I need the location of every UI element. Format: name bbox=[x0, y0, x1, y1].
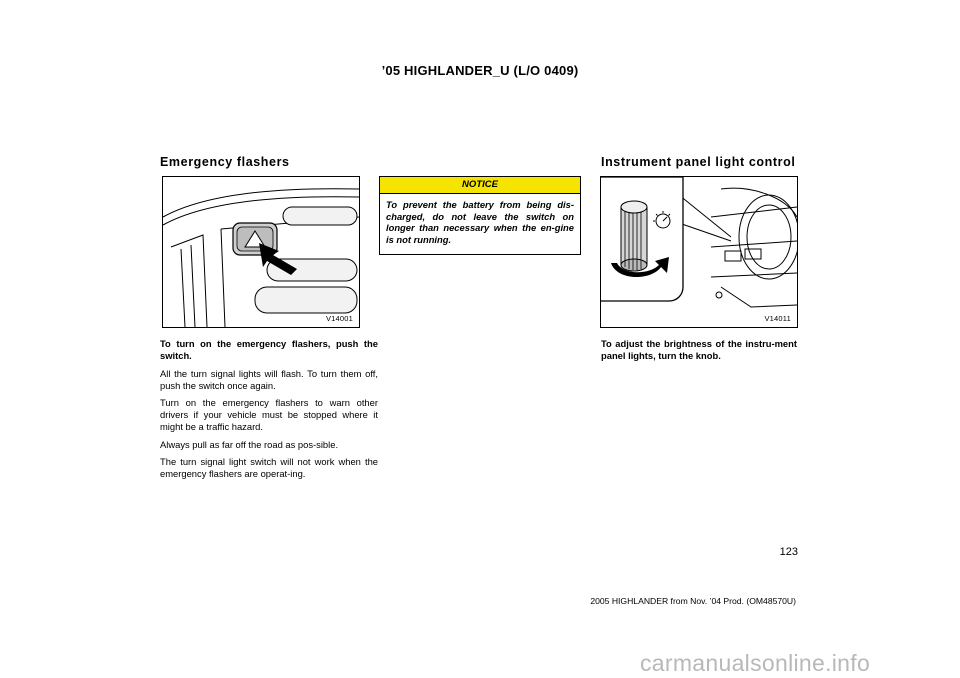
paragraph: Always pull as far off the road as pos-sible. bbox=[160, 438, 339, 450]
dimmer-knob-drawing bbox=[601, 177, 797, 327]
paragraph: All the turn signal lights will flash. To turn them off, push the switch once again. bbox=[160, 367, 378, 391]
paragraph: To turn on the emergency flashers, push the switch. bbox=[160, 338, 378, 361]
page-number: 123 bbox=[779, 546, 798, 558]
watermark-text: carmanualsonline.info bbox=[640, 650, 871, 676]
hazard-switch-drawing bbox=[163, 177, 359, 327]
emergency-flasher-illustration bbox=[162, 176, 360, 328]
emergency-flashers-text bbox=[160, 338, 378, 486]
notice-box bbox=[379, 176, 581, 255]
paragraph: To adjust the brightness of the instru-ment panel lights, turn the knob. bbox=[601, 338, 797, 361]
instrument-panel-light-illustration bbox=[600, 176, 798, 328]
section-title-instrument-panel-light-control: Instrument panel light control bbox=[601, 155, 796, 169]
document-header-title: ’05 HIGHLANDER_U (L/O 0409) bbox=[381, 63, 579, 78]
instrument-panel-text bbox=[601, 338, 797, 368]
notice-heading: NOTICE bbox=[380, 177, 580, 194]
section-title-emergency-flashers: Emergency flashers bbox=[160, 155, 290, 169]
paragraph: The turn signal light switch will not work when the emergency flashers are operat-ing. bbox=[160, 456, 378, 479]
paragraph: Turn on the emergency flashers to warn other drivers if your vehicle must be stopped where it might be a traffic hazard. bbox=[160, 397, 378, 432]
dimmer-knob bbox=[621, 201, 647, 271]
footer-text: 2005 HIGHLANDER from Nov. ’04 Prod. (OM48570U) bbox=[590, 596, 796, 606]
figure-code: V14001 bbox=[325, 314, 353, 323]
figure-code: V14011 bbox=[764, 314, 791, 323]
notice-text: To prevent the battery from being dis-charged, do not leave the switch on longer than necessary when the en-gine is not running. bbox=[386, 199, 574, 245]
